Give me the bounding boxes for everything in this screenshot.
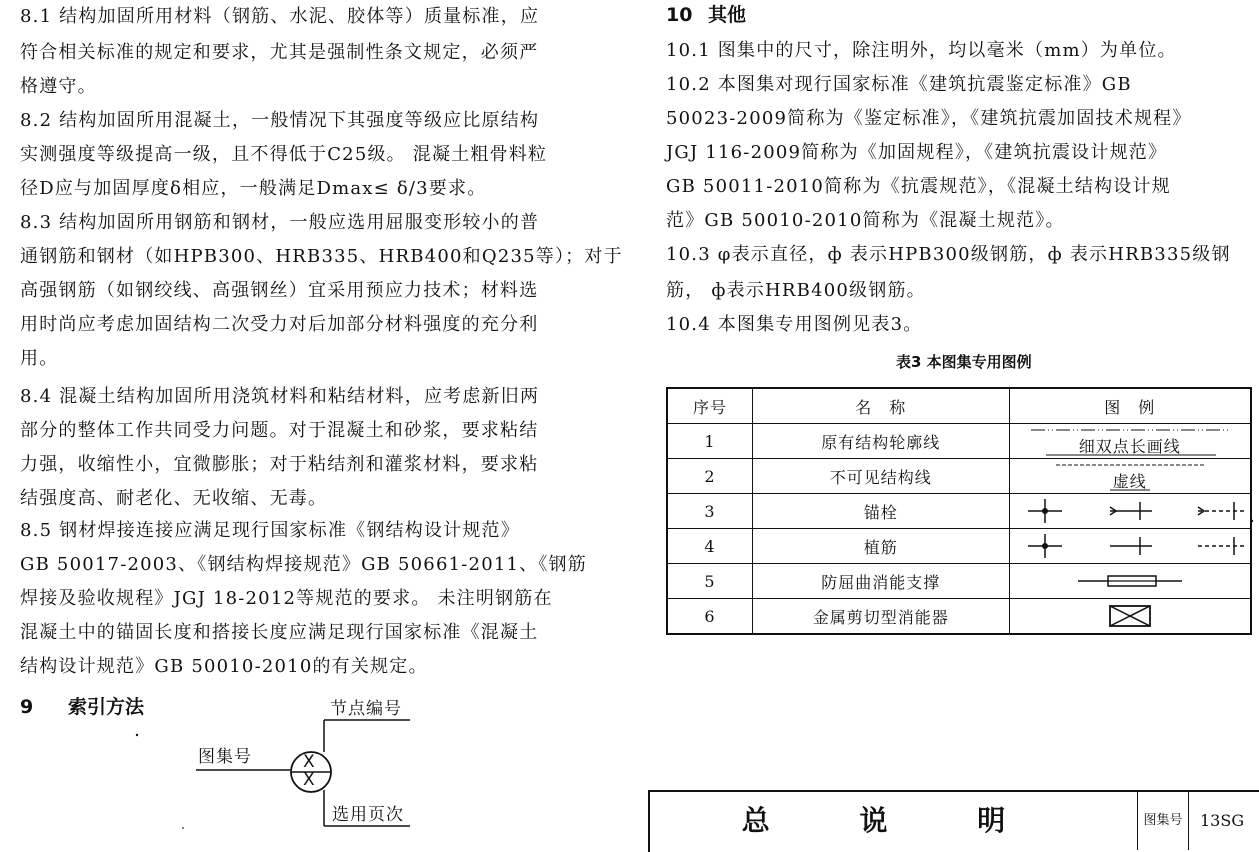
row-legend-text: 细双点长画线 bbox=[1078, 436, 1181, 456]
paragraph-line: 8.4 混凝土结构加固所用浇筑材料和粘结材料，应考虑新旧两 bbox=[20, 386, 540, 407]
row-number: 3 bbox=[667, 494, 753, 529]
row-name: 金属剪切型消能器 bbox=[753, 599, 1009, 635]
row-legend bbox=[1009, 529, 1251, 564]
paragraph-line: 10.1 图集中的尺寸，除注明外，均以毫米（mm）为单位。 bbox=[666, 40, 1177, 61]
table-header-row bbox=[667, 388, 1251, 424]
paragraph-line: 10.2 本图集对现行国家标准《建筑抗震鉴定标准》GB bbox=[666, 74, 1132, 95]
paragraph-line: 筋， ф表示HRB400级钢筋。 bbox=[666, 280, 926, 301]
row-legend-text: 虚线 bbox=[1112, 471, 1147, 491]
paragraph-line: 10.4 本图集专用图例见表3。 bbox=[666, 314, 923, 335]
atlas-number-value: 13SG bbox=[1200, 811, 1245, 830]
section-9-title: 索引方法 bbox=[68, 696, 145, 718]
paragraph-line: GB 50011-2010简称为《抗震规范》，《混凝土结构设计规 bbox=[666, 176, 1171, 197]
legend-table bbox=[666, 387, 1252, 635]
row-number: 1 bbox=[667, 424, 753, 459]
paragraph-line: 结强度高、耐老化、无收缩、无毒。 bbox=[20, 488, 328, 509]
anchor-bolt-icon bbox=[1012, 496, 1248, 526]
paragraph-line: 结构设计规范》GB 50010-2010的有关规定。 bbox=[20, 656, 428, 677]
underline-rule bbox=[1046, 453, 1216, 457]
table-row bbox=[667, 564, 1251, 599]
row-name: 植筋 bbox=[753, 529, 1009, 564]
row-name: 原有结构轮廓线 bbox=[753, 424, 1009, 459]
paragraph-line: 通钢筋和钢材（如HPB300、HRB335、HRB400和Q235等）；对于 bbox=[20, 246, 623, 267]
row-number: 5 bbox=[667, 564, 753, 599]
paragraph-line: 8.1 结构加固所用材料（钢筋、水泥、胶体等）质量标准，应 bbox=[20, 6, 540, 27]
table-caption: 表3 本图集专用图例 bbox=[896, 353, 1032, 371]
table-row bbox=[667, 529, 1251, 564]
paragraph-line: 高强钢筋（如钢绞线、高强钢丝）宜采用预应力技术；材料选 bbox=[20, 280, 539, 301]
index-symbol-icon bbox=[0, 0, 520, 841]
title-block bbox=[648, 790, 1259, 852]
paragraph-line: 8.2 结构加固所用混凝土，一般情况下其强度等级应比原结构 bbox=[20, 110, 540, 131]
row-number: 6 bbox=[667, 599, 753, 635]
node-number-label: 节点编号 bbox=[330, 699, 402, 719]
row-legend bbox=[1009, 599, 1251, 635]
paragraph-line: 用时尚应考虑加固结构二次受力对后加部分材料强度的充分利 bbox=[20, 314, 539, 335]
paragraph-line: 范》GB 50010-2010简称为《混凝土规范》。 bbox=[666, 210, 1065, 231]
table-row bbox=[667, 459, 1251, 494]
header-name: 名 称 bbox=[753, 388, 1009, 424]
stray-mark bbox=[1249, 518, 1255, 524]
row-legend bbox=[1009, 564, 1251, 599]
planted-rebar-icon bbox=[1012, 531, 1248, 561]
table-row bbox=[667, 494, 1251, 529]
paragraph-line: 符合相关标准的规定和要求，尤其是强制性条文规定，必须严 bbox=[20, 42, 539, 63]
row-legend bbox=[1009, 459, 1251, 494]
stray-mark bbox=[180, 825, 186, 831]
paragraph-line: 混凝土中的锚固长度和搭接长度应满足现行国家标准《混凝土 bbox=[20, 622, 539, 643]
row-name: 锚栓 bbox=[753, 494, 1009, 529]
paragraph-line: 焊接及验收规程》JGJ 18-2012等规范的要求。 未注明钢筋在 bbox=[20, 588, 553, 609]
page-selection-label: 选用页次 bbox=[332, 805, 404, 825]
buckling-restrained-brace-icon bbox=[1012, 566, 1248, 596]
header-legend: 图 例 bbox=[1009, 388, 1251, 424]
row-name: 不可见结构线 bbox=[753, 459, 1009, 494]
paragraph-line: GB 50017-2003、《钢结构焊接规范》GB 50661-2011、《钢筋 bbox=[20, 554, 587, 575]
paragraph-line: 格遵守。 bbox=[20, 76, 97, 97]
table-row bbox=[667, 424, 1251, 459]
paragraph-line: 实测强度等级提高一级，且不得低于C25级。 混凝土粗骨料粒 bbox=[20, 144, 548, 165]
paragraph-line: 10.3 φ表示直径，ф 表示HPB300级钢筋，ф 表示HRB335级钢 bbox=[666, 244, 1231, 265]
paragraph-line: 8.3 结构加固所用钢筋和钢材，一般应选用屈服变形较小的普 bbox=[20, 212, 540, 233]
metal-shear-damper-icon bbox=[1012, 601, 1248, 631]
symbol-node-number: X bbox=[303, 752, 316, 772]
section-10-title: 其他 bbox=[708, 4, 747, 26]
row-legend bbox=[1009, 494, 1251, 529]
atlas-number-label: 图集号 bbox=[198, 747, 252, 767]
paragraph-line: 力强，收缩性小，宜微膨胀；对于粘结剂和灌浆材料，要求粘 bbox=[20, 454, 539, 475]
paragraph-line: 部分的整体工作共同受力问题。对于混凝土和砂浆，要求粘结 bbox=[20, 420, 539, 441]
paragraph-line: 8.5 钢材焊接连接应满足现行国家标准《钢结构设计规范》 bbox=[20, 520, 520, 541]
row-number: 2 bbox=[667, 459, 753, 494]
section-9-number: 9 bbox=[20, 696, 34, 718]
section-10-number: 10 bbox=[666, 4, 693, 26]
header-number: 序号 bbox=[667, 388, 753, 424]
atlas-number-label: 图集号 bbox=[1138, 792, 1189, 850]
dashed-line-icon bbox=[1056, 462, 1206, 468]
double-dot-dash-line-icon bbox=[1031, 426, 1231, 434]
row-legend bbox=[1009, 424, 1251, 459]
paragraph-line: 用。 bbox=[20, 348, 59, 369]
row-number: 4 bbox=[667, 529, 753, 564]
symbol-page-number: X bbox=[303, 770, 316, 790]
paragraph-line: 50023-2009简称为《鉴定标准》，《建筑抗震加固技术规程》 bbox=[666, 108, 1192, 129]
underline-rule bbox=[1110, 488, 1150, 492]
paragraph-line: 径D应与加固厚度δ相应，一般满足Dmax≤ δ/3要求。 bbox=[20, 178, 487, 199]
drawing-title: 总 说 明 bbox=[650, 792, 1138, 850]
row-name: 防屈曲消能支撑 bbox=[753, 564, 1009, 599]
paragraph-line: JGJ 116-2009简称为《加固规程》，《建筑抗震设计规范》 bbox=[666, 142, 1168, 163]
table-row bbox=[667, 599, 1251, 635]
